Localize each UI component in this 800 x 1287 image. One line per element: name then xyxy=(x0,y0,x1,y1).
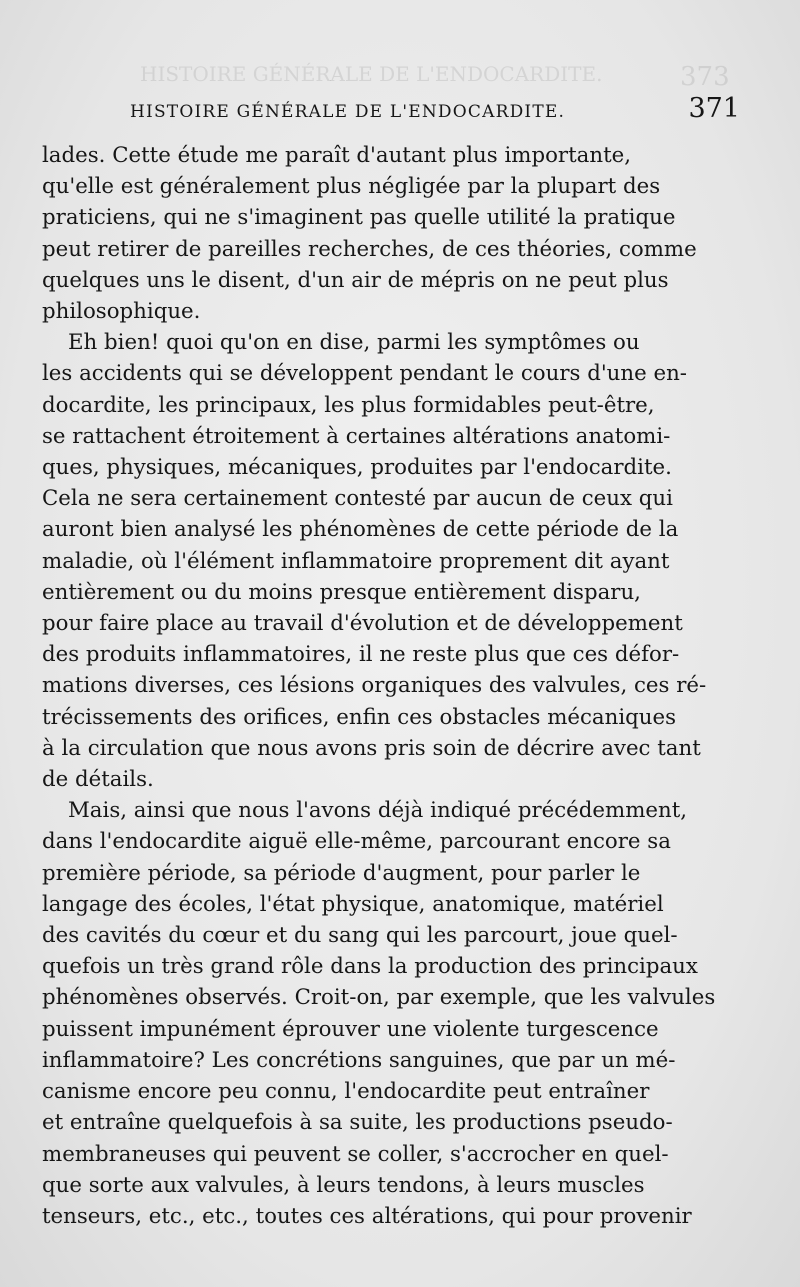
body-text xyxy=(42,140,722,1232)
paragraph-1: lades. Cette étude me paraît d'autant plus importante, qu'elle est généralement plus négligée par la plupart des praticiens, qui ne s'imaginent pas quelle utilité la pratique peut retirer de pareilles recherches, de ces théories, comme quelques uns le disent, d'un air de mépris on ne peut plus philosophique. xyxy=(42,143,697,325)
running-head: HISTOIRE GÉNÉRALE DE L'ENDOCARDITE. xyxy=(130,102,566,122)
show-through-text: HISTOIRE GÉNÉRALE DE L'ENDOCARDITE. xyxy=(140,62,603,86)
page-header xyxy=(130,93,740,133)
paragraph-2: Eh bien! quoi qu'on en dise, parmi les symptômes ou les accidents qui se développent pendant le cours d'une en- docardite, les principaux, les plus formidables peut-être, se rattachent étroitement à certaines altérations anatomi- ques, physiques, mécaniques, produites par l'endocardite. Cela ne sera certainement contesté par aucun de ceux qui auront bien analysé les phénomènes de cette période de la maladie, où l'élément inflammatoire proprement dit ayant entièrement ou du moins presque entièrement disparu, pour faire place au travail d'évolution et de développement des produits inflammatoires, il ne reste plus que ces défor- mations diverses, ces lésions organiques des valvules, ces ré- trécissements des orifices, enfin ces obstacles mécaniques à la circulation que nous avons pris soin de décrire avec tant de détails. xyxy=(42,330,707,793)
paragraph-3: Mais, ainsi que nous l'avons déjà indiqué précédemment, dans l'endocardite aiguë elle-même, parcourant encore sa première période, sa période d'augment, pour parler le langage des écoles, l'état physique, anatomique, matériel des cavités du cœur et du sang qui les parcourt, joue quel- quefois un très grand rôle dans la production des principaux phénomènes observés. Croit-on, par exemple, que les valvules puissent impunément éprouver une violente turgescence inflammatoire? Les concrétions sanguines, que par un mé- canisme encore peu connu, l'endocardite peut entraîner et entraîne quelquefois à sa suite, les productions pseudo- membraneuses qui peuvent se coller, s'accrocher en quel- que sorte aux valvules, à leurs tendons, à leurs muscles tenseurs, etc., etc., toutes ces altérations, qui pour provenir xyxy=(42,798,716,1229)
page-number: 371 xyxy=(688,93,740,124)
show-through-page-number: 373 xyxy=(680,62,730,92)
